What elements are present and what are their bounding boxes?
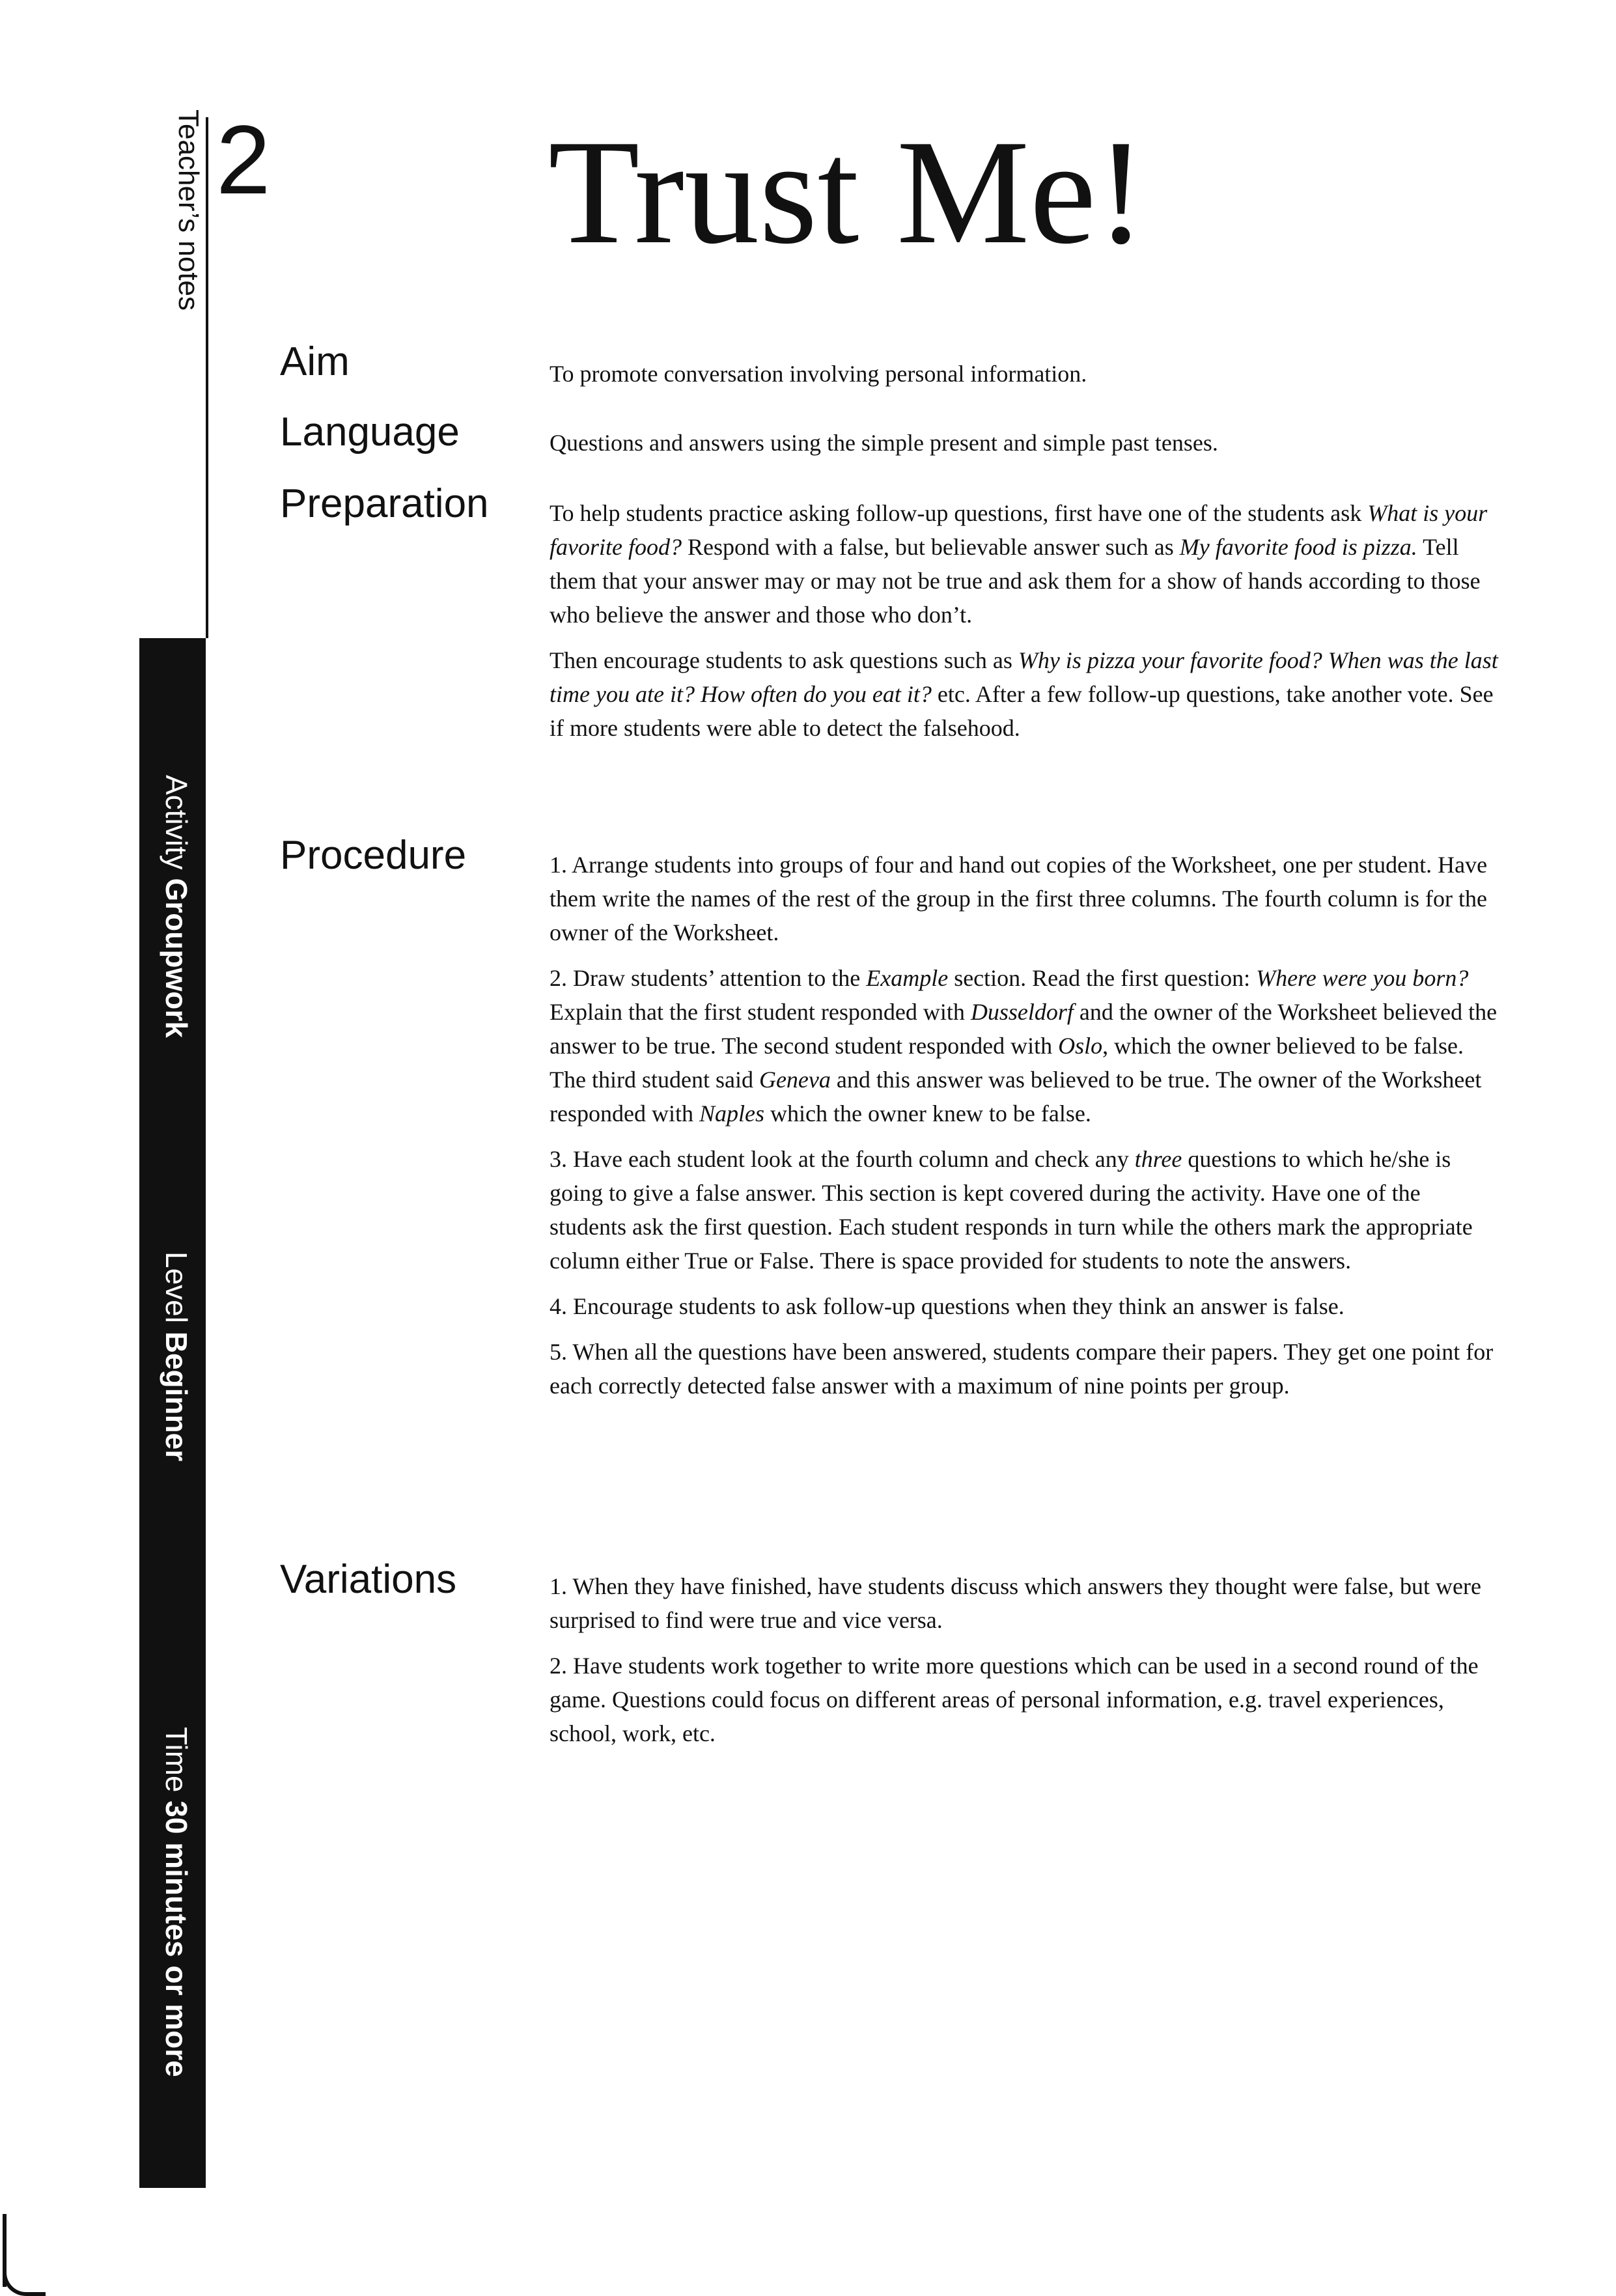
procedure-step-5: 5. When all the questions have been answered, students compare their papers. They get one point for each correctly detected false answer with a maximum of nine points per group.: [550, 1339, 1494, 1399]
variations-text: [550, 1569, 1500, 1750]
teachers-notes-label: [146, 109, 204, 311]
variation-2: 2. Have students work together to write more questions which can be used in a second round of the game. Questions could focus on different areas of personal information, e.g. travel experiences, school, work, etc.: [550, 1653, 1479, 1746]
activity-info: [159, 775, 194, 1038]
procedure-heading: Procedure: [280, 833, 467, 878]
time-info: [159, 1727, 194, 2077]
aim-text: [550, 357, 1500, 391]
variation-1: 1. When they have finished, have students discuss which answers they thought were false, but were surprised to find were true and vice versa.: [550, 1573, 1481, 1633]
vertical-rule: [206, 117, 208, 638]
language-heading: Language: [280, 410, 460, 455]
teachers-notes-text: Teacher’s notes: [173, 109, 204, 311]
procedure-step-4: 4. Encourage students to ask follow-up questions when they think an answer is false.: [550, 1293, 1344, 1319]
time-value: 30 minutes or more: [160, 1800, 193, 2077]
binding-curve: [3, 2273, 46, 2296]
unit-number: 2: [216, 105, 271, 214]
activity-value: Groupwork: [160, 878, 193, 1038]
activity-info-bar: [139, 638, 206, 2188]
language-text: [550, 426, 1500, 460]
procedure-step-3: 3. Have each student look at the fourth column and check any three questions to which he/she is going to give a false answer. This section is kept covered during the activity. Have one of the students ask the first question. Each student responds in turn while the others mark the appropriate column either True or False. There is space provided for students to note the answers.: [550, 1146, 1473, 1274]
aim-heading: Aim: [280, 339, 350, 384]
preparation-text: [550, 496, 1500, 745]
preparation-paragraph-1: To help students practice asking follow-up questions, first have one of the students ask What is your favorite food? Respond with a false, but believable answer such as My favorite food is pizza. Tell them that your answer may or may not be true and ask them for a show of hands according to those who believe the answer and those who don’t.: [550, 500, 1488, 628]
language-paragraph: Questions and answers using the simple present and simple past tenses.: [550, 430, 1218, 456]
level-value: Beginner: [160, 1331, 193, 1462]
level-label: Level: [160, 1252, 193, 1323]
time-label: Time: [160, 1727, 193, 1793]
preparation-heading: Preparation: [280, 481, 489, 526]
variations-heading: Variations: [280, 1557, 457, 1602]
page-title: Trust Me!: [548, 109, 1147, 275]
preparation-paragraph-2: Then encourage students to ask questions such as Why is pizza your favorite food? When was the last time you ate it? How often do you eat it? etc. After a few follow-up questions, take another vote. See if more students were able to detect the falsehood.: [550, 647, 1498, 741]
activity-label: Activity: [160, 775, 193, 870]
level-info: [159, 1252, 194, 1461]
procedure-step-2: 2. Draw students’ attention to the Example section. Read the first question: Where were you born? Explain that the first student responded with Dusseldorf and the owner of the Worksheet believed the answer to be true. The second student responded with Oslo, which the owner believed to be false. The third student said Geneva and this answer was believed to be true. The owner of the Worksheet responded with Naples which the owner knew to be false.: [550, 965, 1498, 1127]
aim-paragraph: To promote conversation involving personal information.: [550, 361, 1087, 387]
procedure-text: [550, 848, 1500, 1403]
procedure-step-1: 1. Arrange students into groups of four and hand out copies of the Worksheet, one per student. Have them write the names of the rest of the group in the first three columns. The fourth column is for the owner of the Worksheet.: [550, 852, 1488, 945]
